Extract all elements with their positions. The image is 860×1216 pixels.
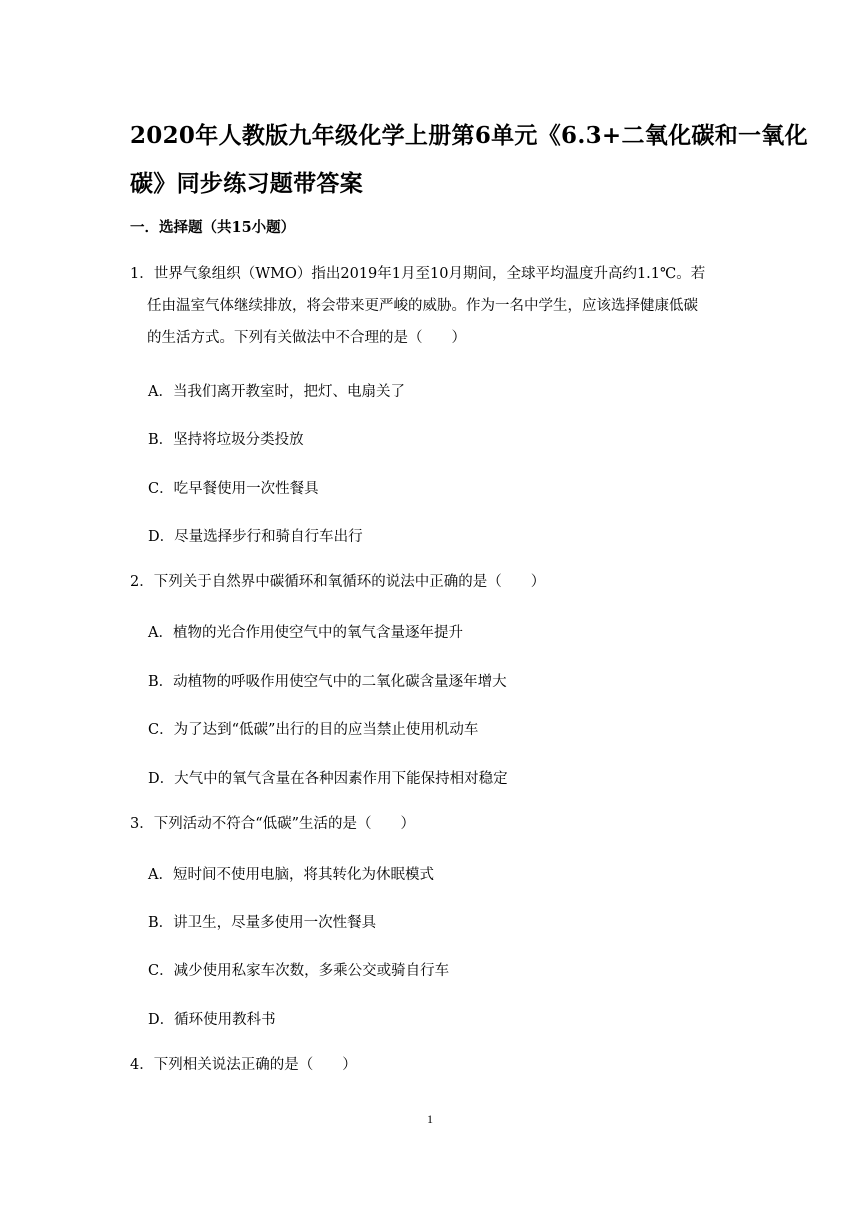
question-4-line-1: 4．下列相关说法正确的是（ ） bbox=[130, 1057, 357, 1073]
question-1-option-c: C．吃早餐使用一次性餐具 bbox=[148, 481, 319, 497]
question-1-line-2: 任由温室气体继续排放，将会带来更严峻的威胁。作为一名中学生，应该选择健康低碳 bbox=[147, 298, 698, 314]
title-line-2: 碳》同步练习题带答案 bbox=[130, 170, 363, 197]
question-3-line-1: 3．下列活动不符合“低碳”生活的是（ ） bbox=[130, 816, 416, 832]
document-title bbox=[130, 112, 808, 208]
question-1-option-b: B．坚持将垃圾分类投放 bbox=[148, 432, 304, 448]
question-1 bbox=[130, 258, 738, 354]
question-2-line-1: 2．下列关于自然界中碳循环和氧循环的说法中正确的是（ ） bbox=[130, 574, 546, 590]
question-1-option-a: A．当我们离开教室时，把灯、电扇关了 bbox=[148, 384, 405, 400]
question-2-option-c: C．为了达到“低碳”出行的目的应当禁止使用机动车 bbox=[148, 722, 479, 738]
question-2-option-b: B．动植物的呼吸作用使空气中的二氧化碳含量逐年增大 bbox=[148, 674, 507, 690]
question-3-option-a: A．短时间不使用电脑，将其转化为休眠模式 bbox=[148, 867, 434, 883]
question-3 bbox=[130, 808, 738, 840]
title-line-1: 2020年人教版九年级化学上册第6单元《6.3+二氧化碳和一氧化 bbox=[130, 122, 808, 149]
page-number: 1 bbox=[427, 1112, 433, 1126]
question-3-option-b: B．讲卫生，尽量多使用一次性餐具 bbox=[148, 915, 377, 931]
question-2-option-d: D．大气中的氧气含量在各种因素作用下能保持相对稳定 bbox=[148, 771, 508, 787]
question-3-option-c: C．减少使用私家车次数，多乘公交或骑自行车 bbox=[148, 963, 450, 979]
question-3-option-d: D．循环使用教科书 bbox=[148, 1012, 276, 1028]
question-1-line-3: 的生活方式。下列有关做法中不合理的是（ ） bbox=[147, 330, 466, 346]
question-2 bbox=[130, 566, 738, 598]
question-1-line-1: 1．世界气象组织（WMO）指出2019年1月至10月期间，全球平均温度升高约1.1℃。若 bbox=[130, 266, 706, 282]
question-2-option-a: A．植物的光合作用使空气中的氧气含量逐年提升 bbox=[148, 625, 463, 641]
section-heading: 一．选择题（共15小题） bbox=[130, 219, 296, 236]
question-4 bbox=[130, 1049, 738, 1081]
question-1-option-d: D．尽量选择步行和骑自行车出行 bbox=[148, 529, 363, 545]
